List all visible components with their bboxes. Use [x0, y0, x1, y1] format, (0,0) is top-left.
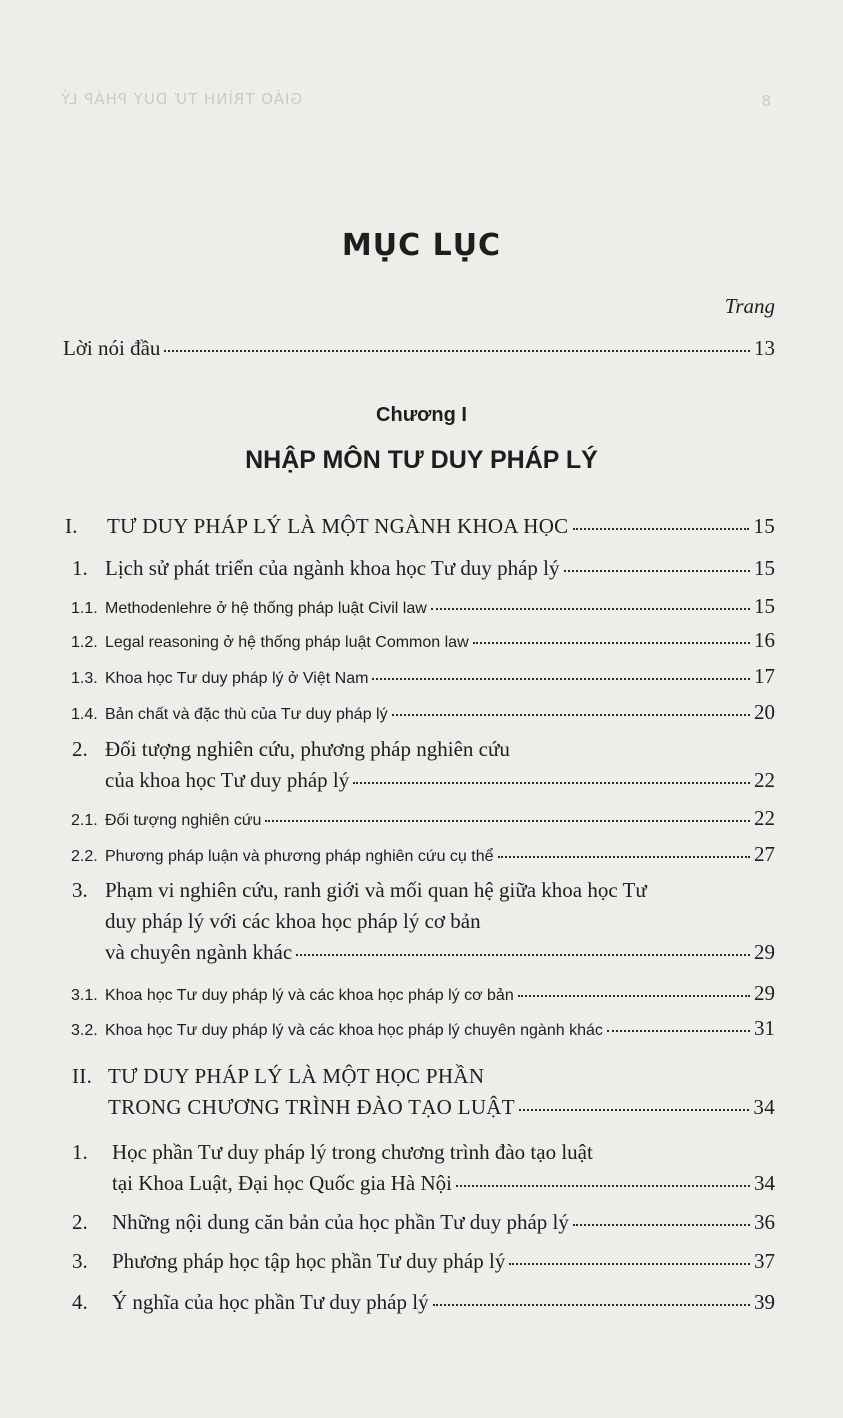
toc-entry-page: 39: [754, 1290, 775, 1314]
toc-entry-number: 2.: [72, 1210, 88, 1234]
toc-entry-page: 27: [754, 842, 775, 866]
dot-leader: [265, 820, 750, 822]
dot-leader: [296, 954, 750, 956]
toc-entry-number: 4.: [72, 1290, 88, 1314]
toc-entry-text: Phương pháp học tập học phần Tư duy pháp lý: [112, 1249, 506, 1273]
page-title: MỤC LỤC: [341, 228, 502, 263]
toc-entry-page: 17: [754, 664, 775, 688]
toc-entry-1-3[interactable]: [71, 664, 775, 689]
dot-leader: [607, 1030, 750, 1032]
toc-entry-section-1[interactable]: [65, 514, 775, 539]
toc-entry-page: 37: [754, 1249, 775, 1273]
toc-entry-page: 13: [754, 336, 775, 360]
toc-entry-page: 16: [754, 628, 775, 652]
toc-entry-2-1[interactable]: [71, 806, 775, 831]
toc-entry-3[interactable]: [105, 940, 775, 965]
toc-entry-text: TRONG CHƯƠNG TRÌNH ĐÀO TẠO LUẬT: [108, 1095, 515, 1119]
toc-entry-text: duy pháp lý với các khoa học pháp lý cơ bản: [105, 909, 481, 933]
toc-entry-1-2[interactable]: [71, 628, 775, 653]
toc-entry-page: 22: [754, 806, 775, 830]
dot-leader: [573, 1224, 750, 1226]
toc-entry-3-line2: [105, 909, 481, 934]
toc-entry-text: Bản chất và đặc thù của Tư duy pháp lý: [105, 706, 388, 723]
toc-entry-3-2[interactable]: [71, 1016, 775, 1041]
toc-entry-text: tại Khoa Luật, Đại học Quốc gia Hà Nội: [112, 1171, 452, 1195]
dot-leader: [456, 1185, 750, 1187]
toc-entry-page: 29: [754, 981, 775, 1005]
toc-entry-text: Phạm vi nghiên cứu, ranh giới và mối quan hệ giữa khoa học Tư: [105, 878, 647, 902]
toc-entry-text: Khoa học Tư duy pháp lý và các khoa học pháp lý cơ bản: [105, 987, 514, 1004]
toc-entry-text: Những nội dung căn bản của học phần Tư duy pháp lý: [112, 1210, 569, 1234]
toc-entry-text: Phương pháp luận và phương pháp nghiên cứu cụ thể: [105, 848, 494, 865]
toc-entry-page: 34: [753, 1095, 775, 1119]
toc-entry-text: Khoa học Tư duy pháp lý và các khoa học pháp lý chuyên ngành khác: [105, 1022, 603, 1039]
toc-entry-number: 2.2.: [71, 848, 98, 865]
dot-leader: [392, 714, 750, 716]
toc-entry-3-1[interactable]: [71, 981, 775, 1006]
bleed-through-page-number: 8: [761, 92, 771, 110]
toc-entry-text: Legal reasoning ở hệ thống pháp luật Common law: [105, 634, 469, 651]
toc-entry-text: Đối tượng nghiên cứu: [105, 812, 262, 829]
dot-leader: [353, 782, 750, 784]
dot-leader: [498, 856, 750, 858]
toc-entry-number: 1.2.: [71, 634, 98, 651]
dot-leader: [473, 642, 750, 644]
toc-entry-text: Lời nói đầu: [63, 336, 161, 360]
dot-leader: [433, 1304, 750, 1306]
toc-entry-number: 1.3.: [71, 670, 98, 687]
toc-entry-ii-1-line1[interactable]: [72, 1140, 593, 1165]
toc-entry-text: Học phần Tư duy pháp lý trong chương trình đào tạo luật: [112, 1140, 593, 1164]
toc-entry-2-2[interactable]: [71, 842, 775, 867]
toc-entry-text: TƯ DUY PHÁP LÝ LÀ MỘT NGÀNH KHOA HỌC: [107, 514, 569, 538]
toc-entry-text: của khoa học Tư duy pháp lý: [105, 768, 350, 792]
toc-entry-1[interactable]: [72, 556, 775, 581]
dot-leader: [164, 350, 750, 352]
toc-entry-ii-4[interactable]: [72, 1290, 775, 1315]
toc-entry-ii-1[interactable]: [112, 1171, 775, 1196]
page-column-label: Trang: [724, 294, 775, 318]
toc-entry-number: II.: [72, 1064, 93, 1088]
toc-entry-ii-3[interactable]: [72, 1249, 775, 1274]
toc-entry-page: 15: [753, 514, 775, 538]
toc-entry-page: 15: [754, 556, 775, 580]
dot-leader: [573, 528, 750, 530]
toc-entry-2-line1[interactable]: [72, 737, 510, 762]
dot-leader: [519, 1109, 750, 1111]
toc-entry-number: 3.2.: [71, 1022, 98, 1039]
toc-entry-number: I.: [65, 514, 78, 538]
toc-entry-number: 3.1.: [71, 987, 98, 1004]
toc-entry-page: 22: [754, 768, 775, 792]
toc-entry-text: và chuyên ngành khác: [105, 940, 293, 964]
dot-leader: [518, 995, 750, 997]
toc-entry-section-2-line1[interactable]: [72, 1064, 484, 1089]
toc-entry-1-4[interactable]: [71, 700, 775, 725]
toc-entry-text: Khoa học Tư duy pháp lý ở Việt Nam: [105, 670, 369, 687]
toc-entry-page: 31: [754, 1016, 775, 1040]
toc-entry-preface[interactable]: [63, 336, 775, 361]
toc-entry-text: Lịch sử phát triển của ngành khoa học Tư duy pháp lý: [105, 556, 560, 580]
toc-entry-text: Methodenlehre ở hệ thống pháp luật Civil law: [105, 600, 427, 617]
toc-entry-number: 2.1.: [71, 812, 98, 829]
toc-entry-page: 36: [754, 1210, 775, 1234]
dot-leader: [564, 570, 750, 572]
toc-entry-number: 3.: [72, 878, 88, 902]
toc-entry-number: 1.: [72, 1140, 88, 1164]
toc-entry-number: 1.4.: [71, 706, 98, 723]
chapter-label: Chương I: [376, 404, 467, 426]
chapter-title: NHẬP MÔN TƯ DUY PHÁP LÝ: [245, 446, 598, 474]
toc-entry-text: Đối tượng nghiên cứu, phương pháp nghiên cứu: [105, 737, 510, 761]
dot-leader: [509, 1263, 750, 1265]
toc-entry-3-line1[interactable]: [72, 878, 647, 903]
dot-leader: [372, 678, 750, 680]
toc-entry-text: TƯ DUY PHÁP LÝ LÀ MỘT HỌC PHẦN: [108, 1064, 485, 1088]
toc-entry-number: 2.: [72, 737, 88, 761]
toc-entry-page: 34: [754, 1171, 775, 1195]
toc-entry-2[interactable]: [105, 768, 775, 793]
toc-entry-number: 1.1.: [71, 600, 98, 617]
toc-entry-page: 15: [754, 594, 775, 618]
toc-entry-text: Ý nghĩa của học phần Tư duy pháp lý: [112, 1290, 429, 1314]
toc-entry-number: 3.: [72, 1249, 88, 1273]
toc-entry-page: 20: [754, 700, 775, 724]
toc-entry-page: 29: [754, 940, 775, 964]
dot-leader: [431, 608, 750, 610]
toc-entry-section-2[interactable]: [108, 1095, 775, 1120]
toc-entry-1-1[interactable]: [71, 594, 775, 619]
toc-entry-number: 1.: [72, 556, 88, 580]
bleed-through-header: GIÁO TRÌNH TƯ DUY PHÁP LÝ: [60, 90, 303, 108]
toc-entry-ii-2[interactable]: [72, 1210, 775, 1235]
